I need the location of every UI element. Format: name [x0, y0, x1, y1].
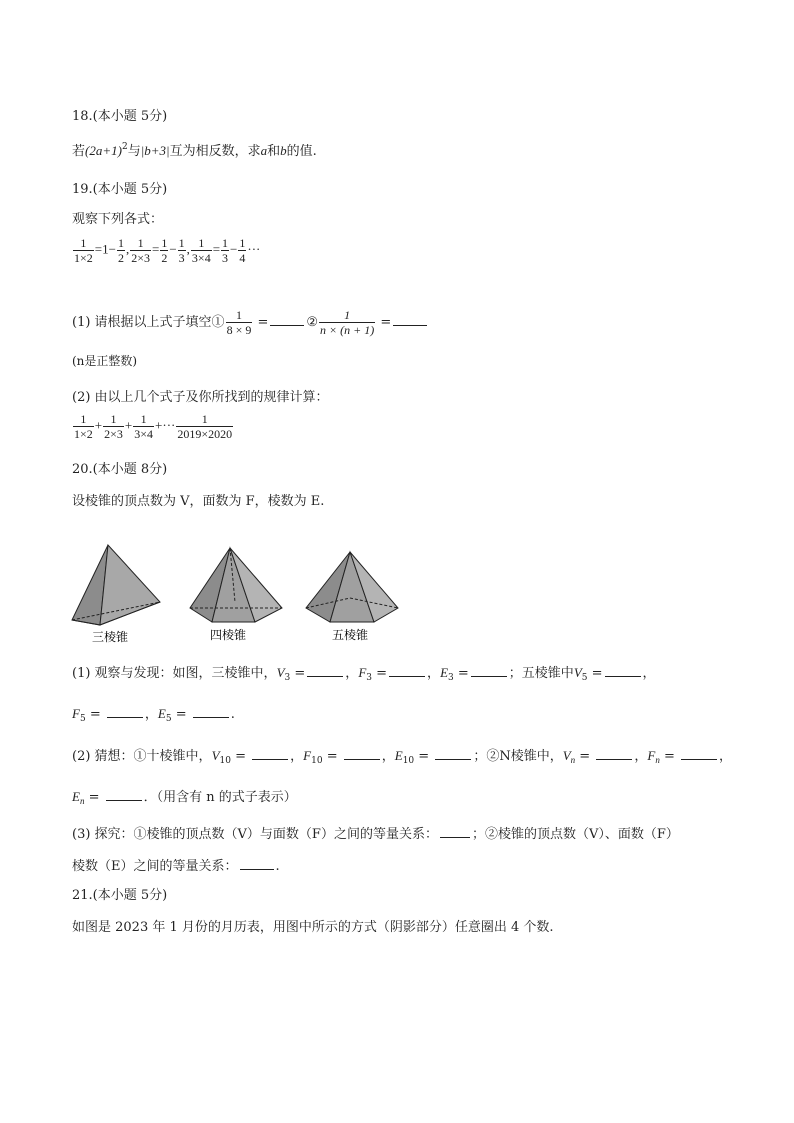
q18-body: 若$(2a+1)^2$与|b+3|互为相反数，求a和b的值.: [72, 142, 317, 159]
q20-part2-line2: $E_n$ = ．（用含有 n 的式子表示）: [72, 789, 297, 806]
q21-header: 21.(本小题 5分): [72, 888, 168, 903]
q19-intro: 观察下列各式：: [72, 212, 164, 227]
answer-blank[interactable]: [393, 313, 427, 326]
answer-blank[interactable]: [106, 788, 142, 801]
q20-part1-line1: (1) 观察与发现：如图，三棱锥中，$V_3$ = ，$F_3$ = ，$E_3$ = ；五棱锥中$V_5$ = ，: [72, 665, 656, 683]
triangular-pyramid: [72, 545, 160, 644]
answer-blank[interactable]: [389, 664, 425, 677]
q20-part3-line2: 棱数（E）之间的等量关系： .: [72, 859, 280, 874]
answer-blank[interactable]: [193, 705, 229, 718]
pyramid-figures: [60, 540, 420, 650]
answer-blank[interactable]: [240, 857, 274, 870]
fig-label-3: 五棱锥: [332, 628, 369, 642]
fraction: $\frac{1}{1\times 2}$: [74, 412, 93, 441]
q21-text: 如图是 2023 年 1 月份的月历表，用图中所示的方式（阴影部分）任意圈出 4 个数.: [72, 920, 554, 935]
fraction: $\frac{1}{1\times 2}$: [74, 236, 93, 265]
q20-part1-line2: $F_5$ = ，$E_5$ = .: [72, 706, 235, 724]
fraction: $\frac{1}{3}$: [222, 236, 229, 265]
answer-blank[interactable]: [596, 747, 632, 760]
fraction: $\frac{1}{n \times (n + 1)}$: [320, 308, 375, 337]
q19-part2-expr: $\frac{1}{1\times 2}$ + $\frac{1}{2\times 3}$ + $\frac{1}{3\times 4}$ +··· $\frac{1}{2019\times 2020}$: [74, 412, 233, 441]
square-pyramid: [190, 548, 282, 642]
q18-header: 18.(本小题 5分): [72, 109, 168, 124]
q19-header: 19.(本小题 5分): [72, 182, 168, 197]
fraction: $\frac{1}{4}$: [239, 236, 246, 265]
fig-label-2: 四棱锥: [210, 628, 247, 642]
fraction: $\frac{1}{2\times 3}$: [131, 236, 150, 265]
q20-part2-line1: (2) 猜想：①十棱锥中，$V_{10}$ = ，$F_{10}$ = ，$E_{10}$ = ；②N棱锥中，$V_n$ = ，$F_n$ = ，: [72, 748, 732, 766]
q20-header: 20.(本小题 8分): [72, 462, 168, 477]
answer-blank[interactable]: [270, 313, 304, 326]
q20-intro: 设棱锥的顶点数为 V，面数为 F，棱数为 E.: [72, 494, 325, 509]
fraction: $\frac{1}{8 \times 9}$: [226, 308, 252, 337]
answer-blank[interactable]: [307, 664, 343, 677]
answer-blank[interactable]: [605, 664, 641, 677]
q20-part3-line1: (3) 探究：①棱锥的顶点数（V）与面数（F）之间的等量关系： ；②棱锥的顶点数（V）、面数（F）: [72, 827, 679, 842]
answer-blank[interactable]: [252, 747, 288, 760]
fraction: $\frac{1}{3\times 4}$: [134, 412, 154, 441]
pentagonal-pyramid: [306, 552, 398, 642]
answer-blank[interactable]: [344, 747, 380, 760]
q19-part1: (1) 请根据以上式子填空① $\frac{1}{8 \times 9}$ = ② $\frac{1}{n \times (n + 1)}$ =: [72, 308, 429, 337]
answer-blank[interactable]: [471, 664, 507, 677]
fraction: $\frac{1}{2}$: [161, 236, 168, 265]
q19-part2-label: (2) 由以上几个式子及你所找到的规律计算：: [72, 390, 329, 405]
answer-blank[interactable]: [435, 747, 471, 760]
answer-blank[interactable]: [107, 705, 143, 718]
fig-label-1: 三棱锥: [92, 630, 129, 644]
fraction: $\frac{1}{2\times 3}$: [104, 412, 123, 441]
answer-blank[interactable]: [440, 825, 470, 838]
fraction: $\frac{1}{3}$: [178, 236, 185, 265]
fraction: $\frac{1}{3\times 4}$: [191, 236, 211, 265]
fraction: $\frac{1}{2}$: [117, 236, 124, 265]
q19-series: $\frac{1}{1\times 2}$ =1− $\frac{1}{2}$ , $\frac{1}{2\times 3}$ = $\frac{1}{2}$ − $\frac{1}{3}$ , $\frac{1}{3\times 4}$ = $\frac{1}{3}$ − $\frac{1}{4}$ ···: [74, 236, 261, 265]
fraction: $\frac{1}{2019\times 2020}$: [177, 412, 233, 441]
answer-blank[interactable]: [681, 747, 717, 760]
q19-note: (n是正整数): [72, 354, 138, 368]
